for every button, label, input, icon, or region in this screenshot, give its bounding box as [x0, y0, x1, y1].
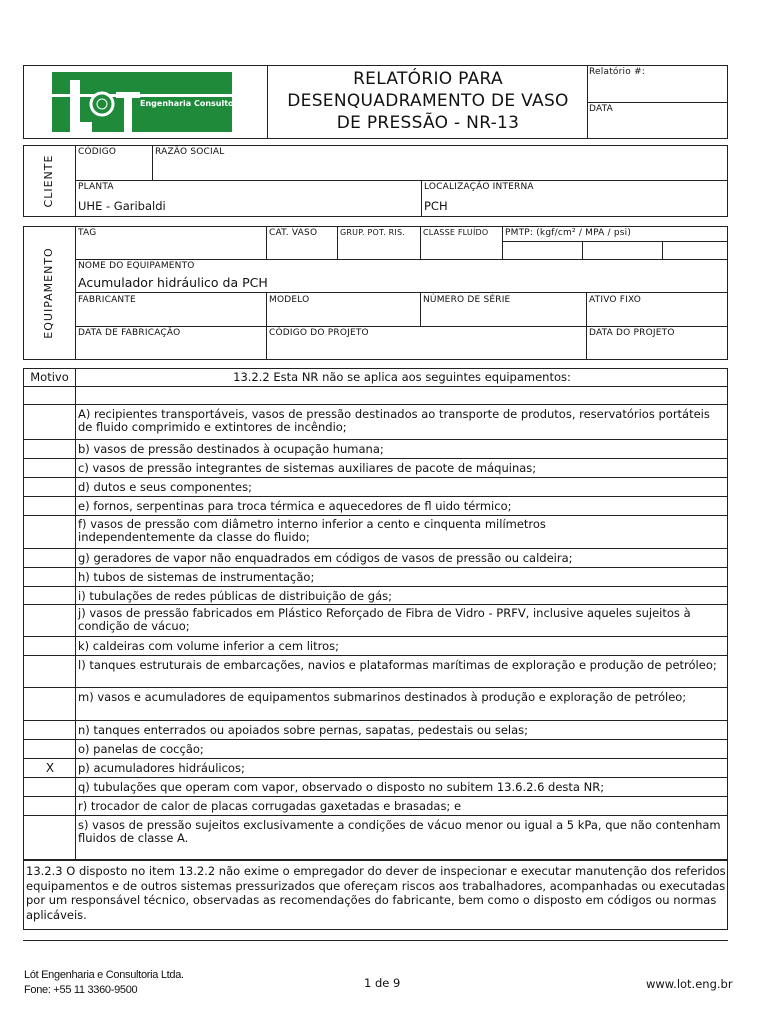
title-line-1: RELATÓRIO PARA	[353, 69, 503, 89]
reason-item-m: m) vasos e acumuladores de equipamentos submarinos destinados à produção e exploração de petróleo;	[78, 690, 687, 704]
project-date-label: DATA DO PROJETO	[589, 328, 675, 338]
fixed-asset-label: ATIVO FIXO	[589, 295, 642, 305]
reason-item-g: g) geradores de vapor não enquadrados em códigos de vasos de pressão ou caldeira;	[78, 551, 573, 565]
footer-website[interactable]: www.lot.eng.br	[646, 977, 733, 991]
reason-item-l: l) tanques estruturais de embarcações, navios e plataformas marítimas de exploração e produção de petróleo;	[78, 658, 717, 672]
report-number-label: Relatório #:	[589, 67, 645, 77]
page-number: 1 de 9	[364, 976, 401, 990]
title-line-2: DESENQUADRAMENTO DE VASO	[287, 91, 569, 111]
internal-location-label: LOCALIZAÇÃO INTERNA	[424, 182, 534, 192]
client-section-label: CLIENTE	[42, 154, 55, 208]
equipment-name-label: NOME DO EQUIPAMENTO	[78, 261, 195, 271]
fluid-class-label: CLASSE FLUÍDO	[423, 228, 489, 237]
reason-item-s: s) vasos de pressão sujeitos exclusivamente a condições de vácuo menor ou igual a 5 kPa, que não contenham fluidos de classe A.	[78, 818, 721, 845]
internal-location-field[interactable]: PCH	[424, 199, 448, 213]
reason-column-header: Motivo	[30, 370, 69, 384]
reason-item-h: h) tubos de sistemas de instrumentação;	[78, 570, 315, 584]
plant-field[interactable]: UHE - Garibaldi	[78, 199, 166, 213]
footer-company-block	[24, 968, 184, 998]
project-code-label: CÓDIGO DO PROJETO	[269, 328, 369, 338]
reason-item-r: r) trocador de calor de placas corrugadas gaxetadas e brasadas; e	[78, 799, 462, 813]
reason-item-f: f) vasos de pressão com diâmetro interno inferior a cento e cinquenta milímetros independentemente da classe do fluido;	[78, 517, 546, 544]
footer-divider	[23, 940, 728, 941]
title-line-3: DE PRESSÃO - NR-13	[336, 113, 520, 133]
manufacturer-label: FABRICANTE	[78, 295, 136, 305]
model-label: MODELO	[269, 295, 310, 305]
reason-item-k: k) caldeiras com volume inferior a cem litros;	[78, 639, 340, 653]
tag-label: TAG	[78, 228, 97, 238]
footer-company: Lót Engenharia e Consultoria Ltda.	[24, 969, 184, 981]
reason-item-i: i) tubulações de redes públicas de distribuição de gás;	[78, 589, 392, 603]
reason-item-c: c) vasos de pressão integrantes de sistemas auxiliares de pacote de máquinas;	[78, 461, 537, 475]
reasons-heading: 13.2.2 Esta NR não se aplica aos seguintes equipamentos:	[233, 370, 571, 384]
company-logo	[52, 72, 246, 132]
equipment-section	[23, 226, 728, 360]
reason-item-o: o) panelas de cocção;	[78, 742, 204, 756]
risk-group-label: GRUP. POT. RIS.	[340, 228, 405, 237]
logo-text: Engenharia Consultoria	[140, 99, 246, 108]
client-code-label: CÓDIGO	[78, 147, 117, 157]
reason-item-p: p) acumuladores hidráulicos;	[78, 761, 245, 775]
reason-mark-p[interactable]: X	[45, 761, 55, 775]
date-label: DATA	[589, 104, 613, 114]
note-text: 13.2.3 O disposto no item 13.2.2 não exime o empregador do dever de inspecionar e executar manutenção dos referidos equipamentos e de outros sistemas pressurizados que ofereçam riscos aos trabalhadores, acompanhadas ou executadas por um responsável técnico, observadas as recomendações do fabricante, bem como o disposto em códigos ou normas aplicáveis.	[26, 864, 726, 922]
company-name-label: RAZÃO SOCIAL	[155, 147, 225, 157]
manufacture-date-label: DATA DE FABRICAÇÃO	[78, 328, 181, 338]
plant-label: PLANTA	[78, 182, 114, 192]
footer-phone: Fone: +55 11 3360-9500	[24, 984, 138, 996]
reason-item-q: q) tubulações que operam com vapor, observado o disposto no subitem 13.6.2.6 desta NR;	[78, 780, 605, 794]
serial-number-label: NÚMERO DE SÉRIE	[423, 295, 511, 305]
reason-item-j: j) vasos de pressão fabricados em Plástico Reforçado de Fibra de Vidro - PRFV, inclusive aqueles sujeitos à condição de vácuo;	[78, 606, 691, 633]
vessel-category-label: CAT. VASO	[269, 228, 318, 238]
reason-item-d: d) dutos e seus componentes;	[78, 480, 252, 494]
reason-item-n: n) tanques enterrados ou apoiados sobre pernas, sapatas, pedestais ou selas;	[78, 723, 529, 737]
pmtp-label: PMTP: (kgf/cm² / MPA / psi)	[505, 228, 632, 238]
equipment-name-field[interactable]: Acumulador hidráulico da PCH	[78, 275, 268, 290]
reason-item-b: b) vasos de pressão destinados à ocupação humana;	[78, 442, 384, 456]
equipment-section-label: EQUIPAMENTO	[42, 247, 55, 339]
page-title	[268, 68, 588, 134]
reason-item-a: A) recipientes transportáveis, vasos de pressão destinados ao transporte de produtos, reservatórios portáteis de fluido comprimido e extintores de incêndio;	[78, 407, 710, 434]
reason-item-e: e) fornos, serpentinas para troca térmica e aquecedores de fl uido térmico;	[78, 499, 512, 513]
